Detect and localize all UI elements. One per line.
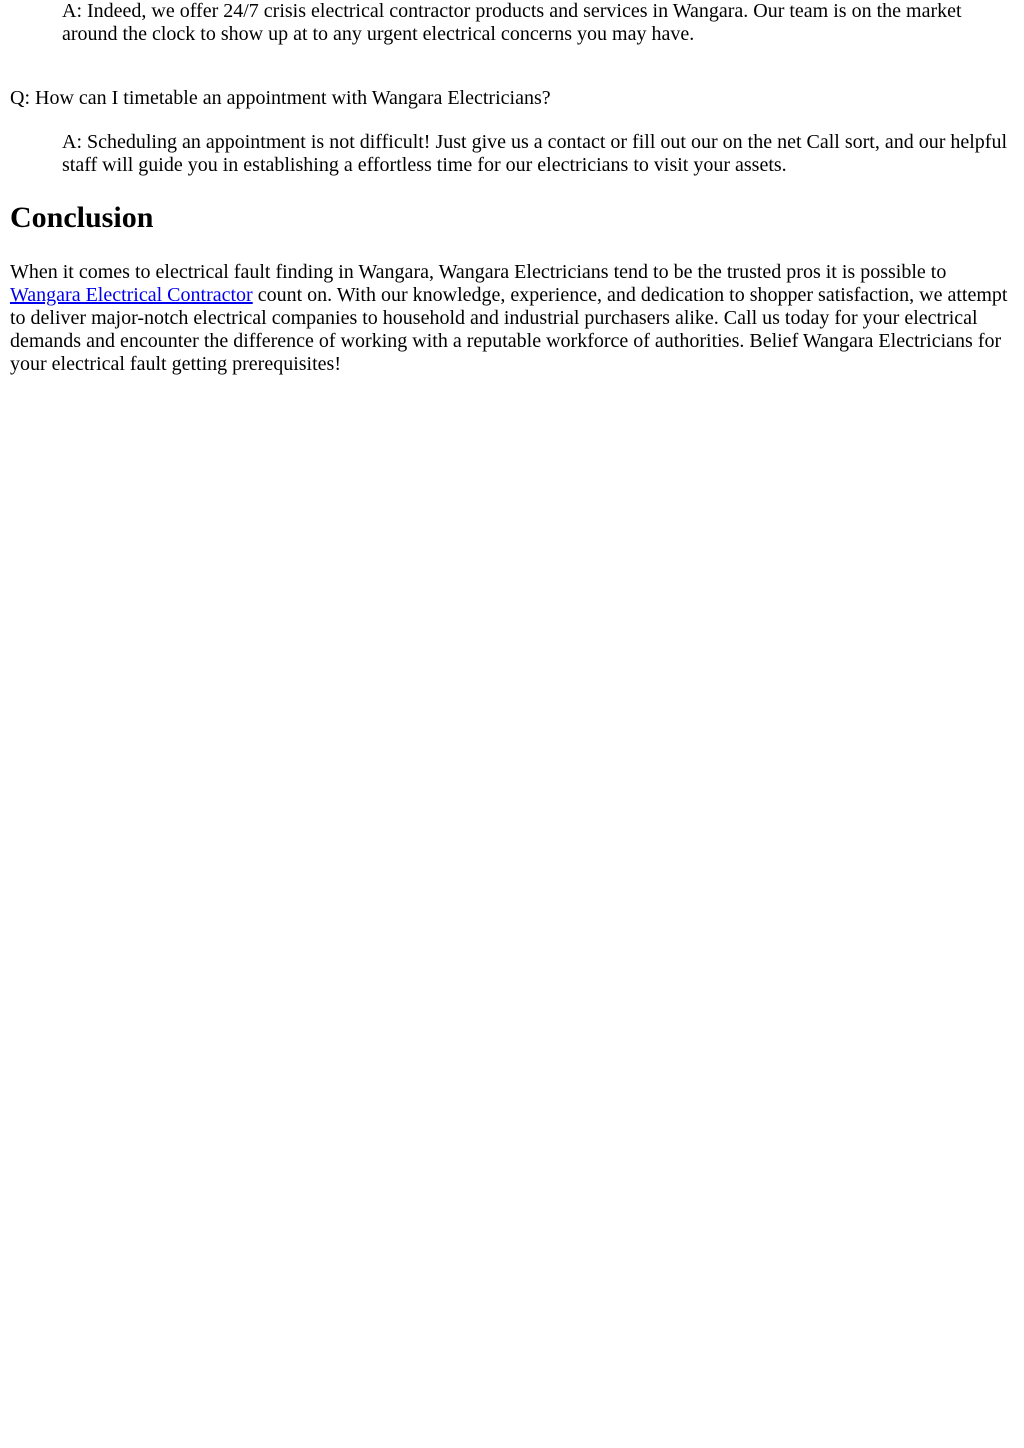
faq-answer: A: Scheduling an appointment is not difficult! Just give us a contact or fill out our on the net Call sort, and our helpful staff will guide you in establishing a effortless time for our electricians to visit your assets. <box>62 131 1008 176</box>
conclusion-text-end: count on. With our knowledge, experience, and dedication to shopper satisfaction, we attempt to deliver major-notch electrical companies to household and industrial purchasers alike. Call us today for your electrical demands and encounter the difference of working with a reputable workforce of authorities. Belief Wangara Electricians for your electrical fault getting prerequisites! <box>10 284 1008 375</box>
faq-answer: A: Indeed, we offer 24/7 crisis electrical contractor products and services in Wangara. Our team is on the market around the clock to show up at to any urgent electrical concerns you may have. <box>62 0 962 45</box>
faq-question: Q: How can I timetable an appointment with Wangara Electricians? <box>10 87 551 109</box>
wangara-electrical-contractor-link[interactable]: Wangara Electrical Contractor <box>10 284 253 306</box>
conclusion-text-start: When it comes to electrical fault finding in Wangara, Wangara Electricians tend to be the trusted pros it is possible to <box>10 261 947 283</box>
conclusion-heading: Conclusion <box>10 201 154 234</box>
conclusion-paragraph <box>10 261 1010 376</box>
